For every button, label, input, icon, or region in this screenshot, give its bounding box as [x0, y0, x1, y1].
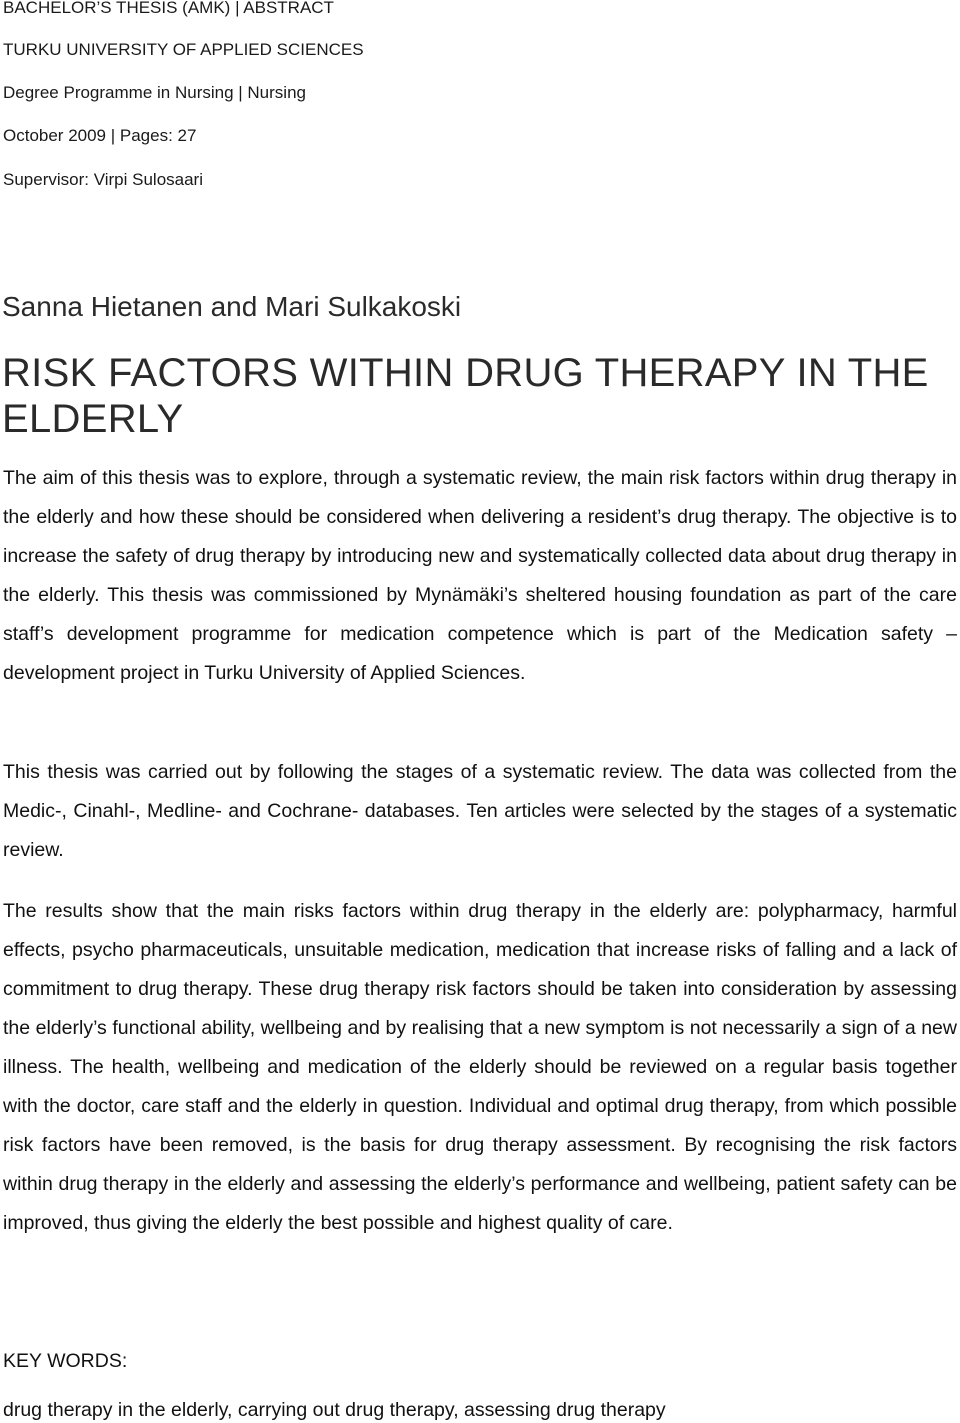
keywords-heading: KEY WORDS: [3, 1350, 128, 1372]
thesis-type-line: BACHELOR’S THESIS (AMK) | ABSTRACT [3, 0, 334, 17]
abstract-paragraph-method: This thesis was carried out by following the stages of a systematic review. The data was collected from the Medic-, Cinahl-, Medline- and Cochrane- databases. Ten articles were selected by the stages of a systematic review. [3, 761, 957, 861]
supervisor-line: Supervisor: Virpi Sulosaari [3, 170, 203, 189]
keywords-list: drug therapy in the elderly, carrying out drug therapy, assessing drug therapy [3, 1399, 666, 1421]
thesis-title: RISK FACTORS WITHIN DRUG THERAPY IN THE ELDERLY [2, 351, 929, 441]
abstract-paragraph-aim: The aim of this thesis was to explore, through a systematic review, the main risk factors within drug therapy in the elderly and how these should be considered when delivering a resident’s drug therapy. The objective is to increase the safety of drug therapy by introducing new and systematically collected data about drug therapy in the elderly. This thesis was commissioned by Mynämäki’s sheltered housing foundation as part of the care staff’s development programme for medication competence which is part of the Medication safety – development project in Turku University of Applied Sciences. [3, 467, 957, 684]
authors: Sanna Hietanen and Mari Sulkakoski [2, 291, 462, 322]
abstract-paragraph-results: The results show that the main risks factors within drug therapy in the elderly are: polypharmacy, harmful effects, psycho pharmaceuticals, unsuitable medication, medication that increase risks of falling and a lack of commitment to drug therapy. These drug therapy risk factors should be taken into consideration by assessing the elderly’s functional ability, wellbeing and by realising that a new symptom is not necessarily a sign of a new illness. The health, wellbeing and medication of the elderly should be reviewed on a regular basis together with the doctor, care staff and the elderly in question. Individual and optimal drug therapy, from which possible risk factors have been removed, is the basis for drug therapy assessment. By recognising the risk factors within drug therapy in the elderly and assessing the elderly’s performance and wellbeing, patient safety can be improved, thus giving the elderly the best possible and highest quality of care. [3, 900, 957, 1234]
university-line: TURKU UNIVERSITY OF APPLIED SCIENCES [3, 40, 364, 59]
date-pages-line: October 2009 | Pages: 27 [3, 126, 197, 145]
degree-programme-line: Degree Programme in Nursing | Nursing [3, 83, 306, 102]
